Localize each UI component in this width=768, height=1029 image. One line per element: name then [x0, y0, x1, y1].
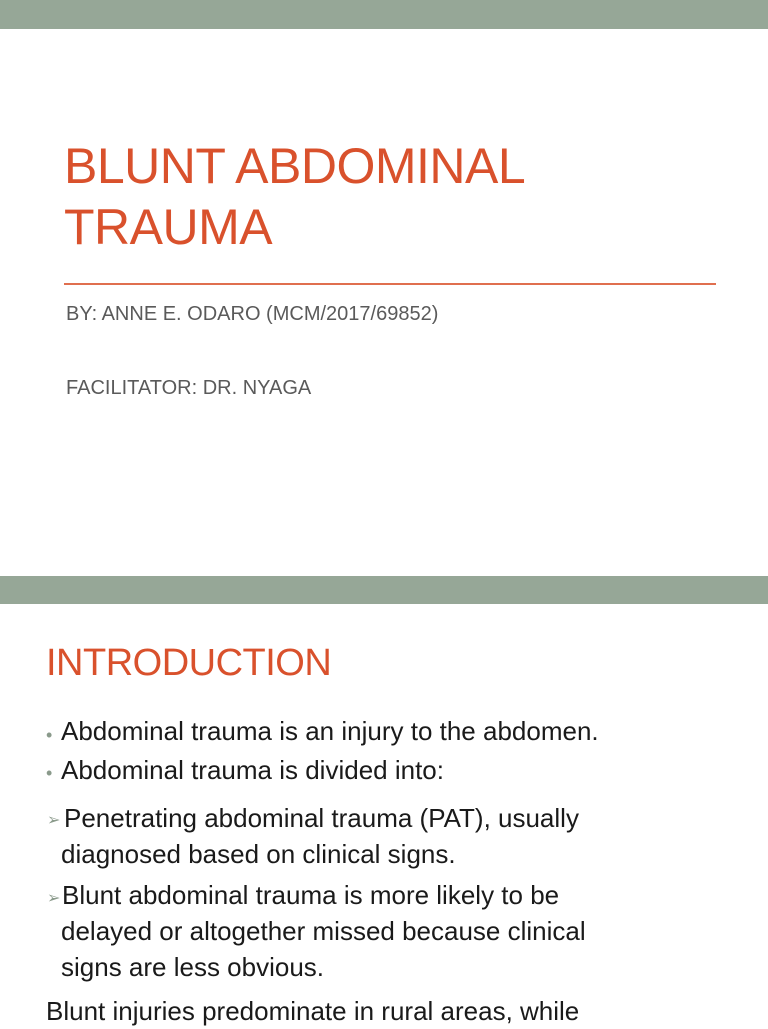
bullet-dot-icon: • [46, 725, 53, 745]
bullet-item-1: Abdominal trauma is an injury to the abdomen. [61, 716, 599, 746]
bullet-item-2: Abdominal trauma is divided into: [61, 755, 444, 785]
title-divider [64, 283, 716, 285]
sub-bullet-1-line-2: diagnosed based on clinical signs. [61, 839, 456, 869]
slide-title [64, 136, 724, 258]
sub-bullet-1-line-1: Penetrating abdominal trauma (PAT), usually [64, 803, 579, 833]
arrow-bullet-icon: ➢ [47, 812, 61, 829]
sub-bullet-2-line-2: delayed or altogether missed because clinical [61, 916, 586, 946]
title-line-1: BLUNT ABDOMINAL [64, 138, 526, 194]
sub-bullet-2-line-3: signs are less obvious. [61, 952, 325, 982]
slide-separator-band [0, 576, 768, 604]
bullet-dot-icon: • [46, 763, 53, 783]
slide-top-band [0, 0, 768, 29]
facilitator-line: FACILITATOR: DR. NYAGA [66, 377, 312, 399]
arrow-bullet-icon: ➢ [47, 890, 61, 907]
sub-bullet-2-line-1: Blunt abdominal trauma is more likely to be [62, 880, 560, 910]
body-paragraph: Blunt injuries predominate in rural areas, while [46, 996, 580, 1026]
section-title: INTRODUCTION [46, 642, 332, 684]
author-line: BY: ANNE E. ODARO (MCM/2017/69852) [66, 303, 439, 325]
title-line-2: TRAUMA [64, 199, 273, 255]
